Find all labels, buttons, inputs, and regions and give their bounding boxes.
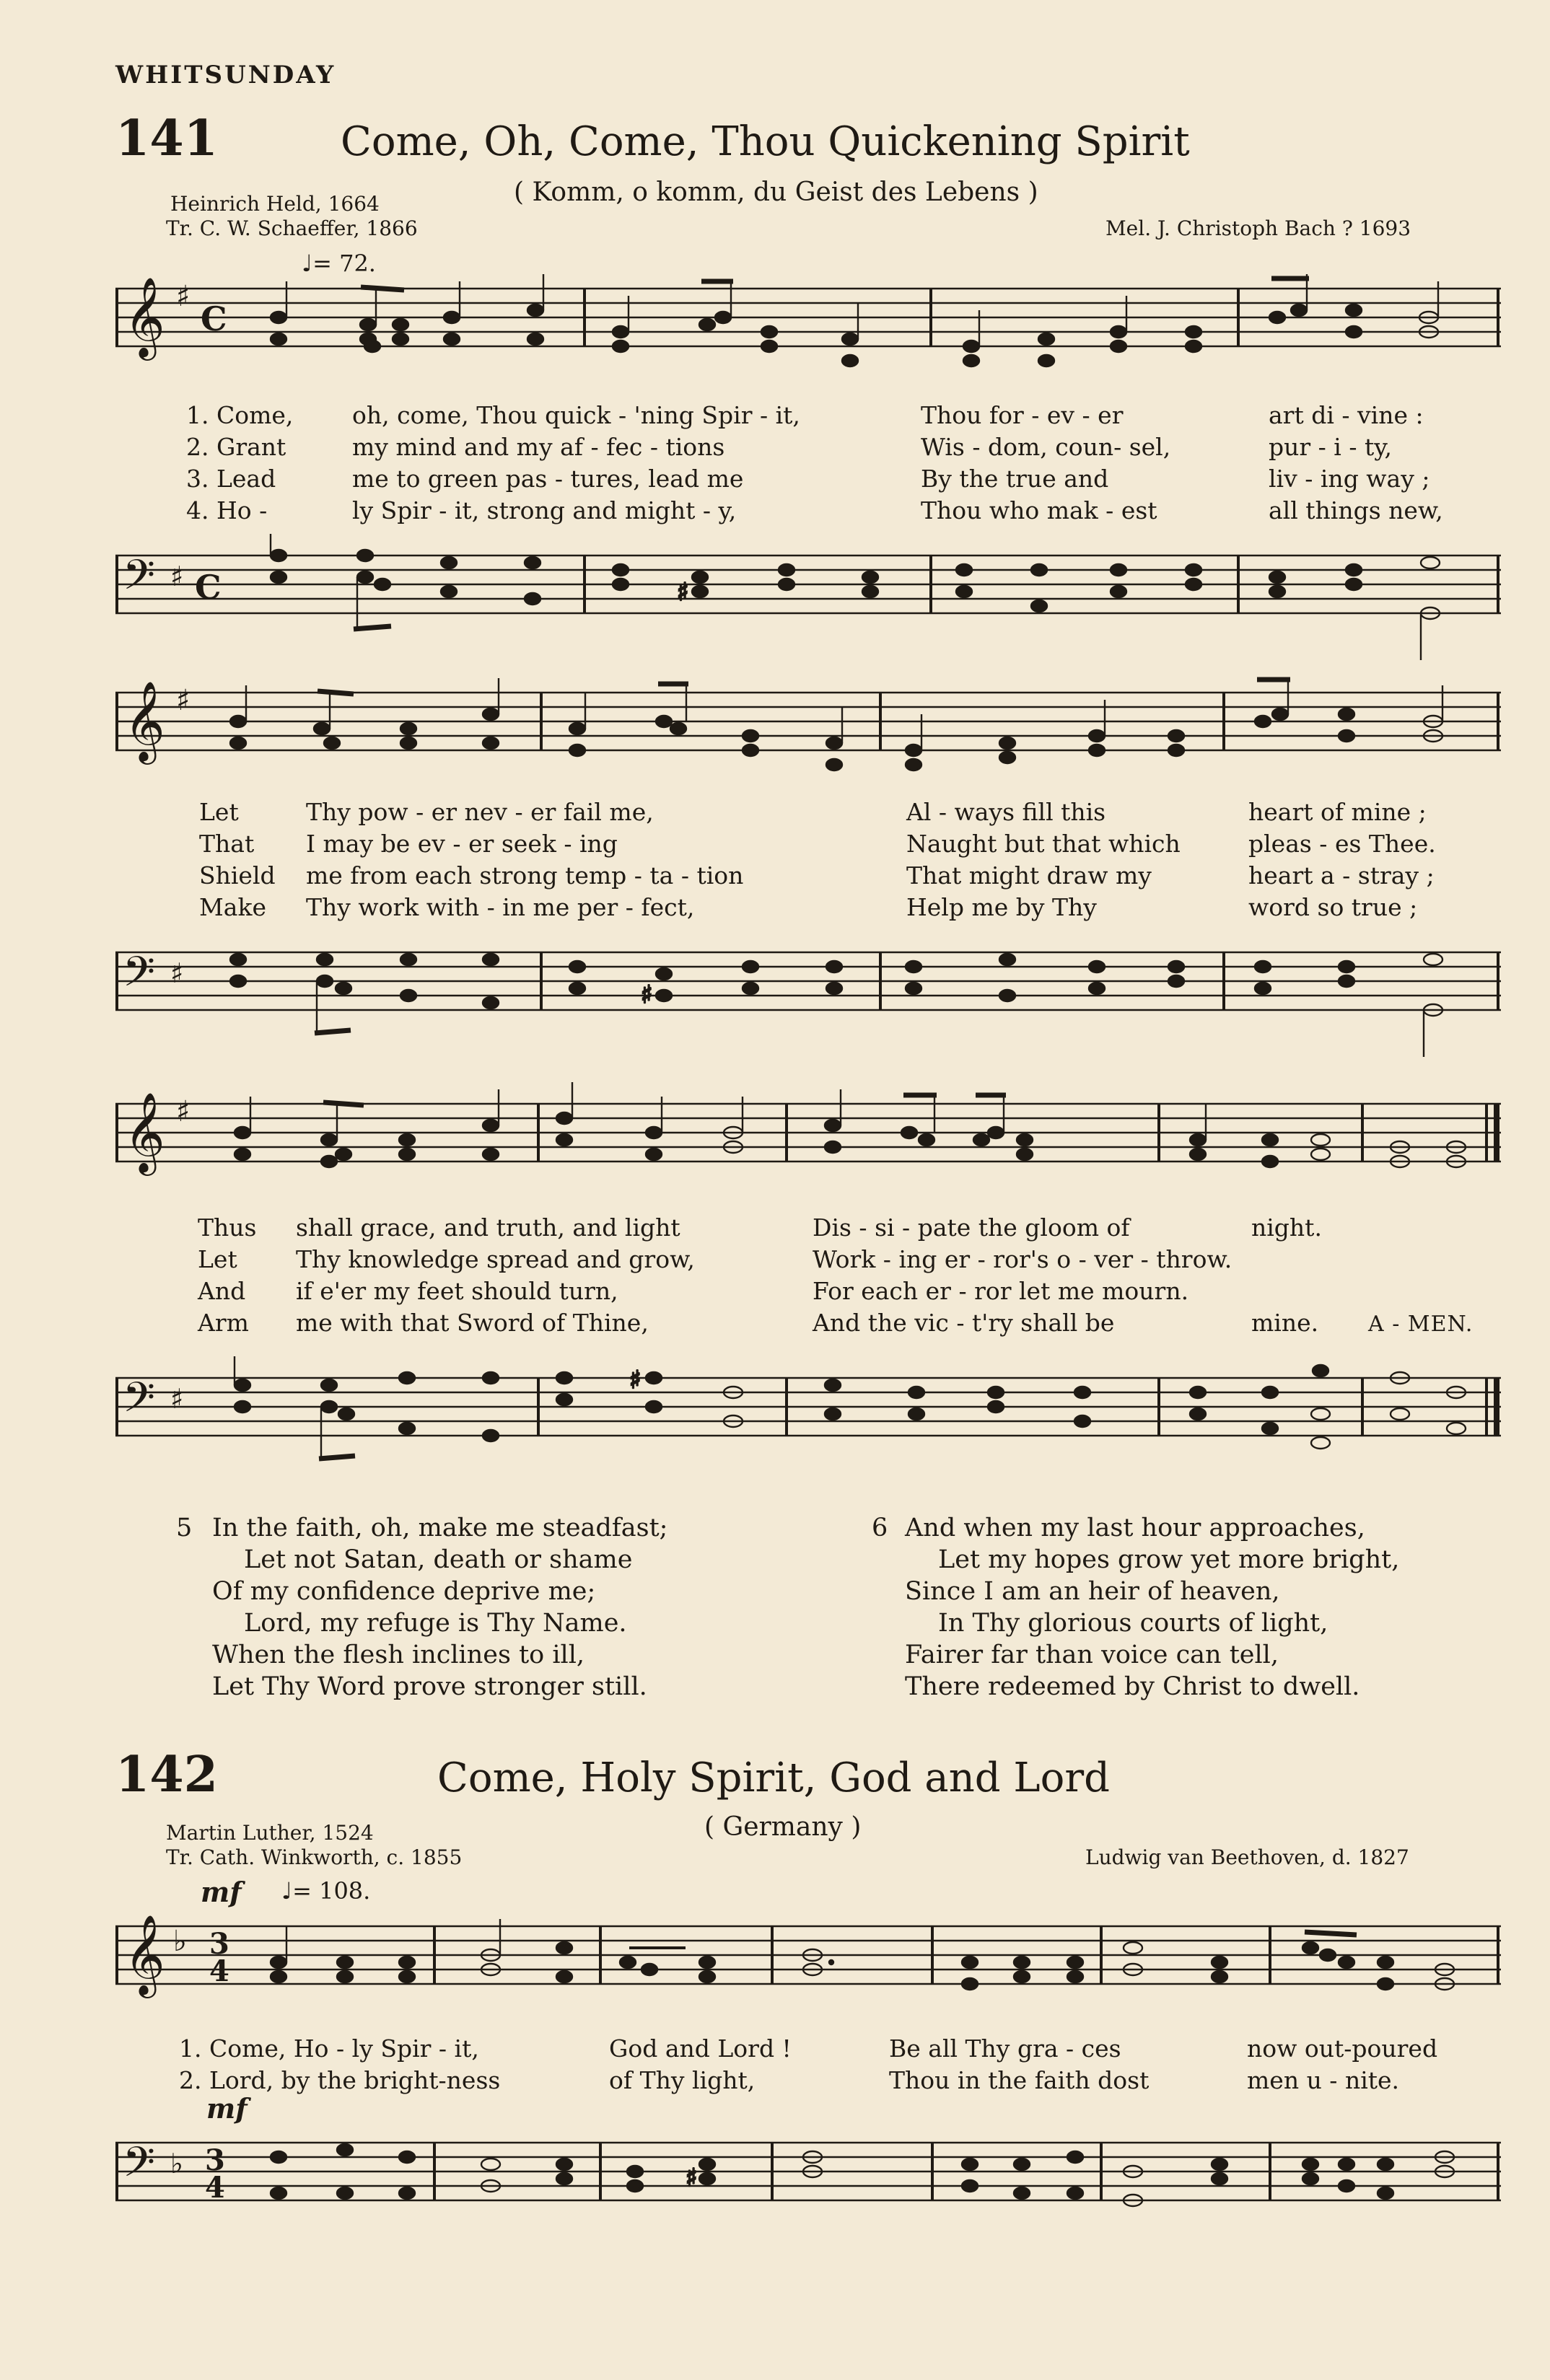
svg-text:𝄢: 𝄢 bbox=[123, 550, 156, 610]
lyric-fragment: 4. Ho - bbox=[186, 496, 268, 524]
lyric-fragment: me from each strong temp - ta - tion bbox=[306, 861, 744, 890]
lyric-fragment: 2. Grant bbox=[186, 433, 286, 461]
stanza-line: Since I am an heir of heaven, bbox=[905, 1577, 1280, 1606]
lyric-fragment: Help me by Thy bbox=[906, 893, 1097, 921]
hymn-141-author: Heinrich Held, 1664 bbox=[170, 192, 380, 216]
svg-text:♯: ♯ bbox=[686, 2164, 698, 2192]
hymn-141-system-3-bass-staff bbox=[115, 1349, 1501, 1479]
lyric-fragment: Thy knowledge spread and grow, bbox=[296, 1245, 695, 1273]
hymn-142-original-title: ( Germany ) bbox=[704, 1812, 862, 1842]
lyric-fragment: God and Lord ! bbox=[609, 2034, 792, 2063]
lyric-fragment: now out-poured bbox=[1247, 2034, 1438, 2063]
lyric-fragment: That might draw my bbox=[906, 861, 1152, 890]
svg-text:♯: ♯ bbox=[176, 280, 191, 313]
hymn-141-stanza-5 bbox=[176, 1512, 753, 1707]
stanza-line: And when my last hour approaches, bbox=[905, 1514, 1365, 1542]
svg-text:♯: ♯ bbox=[170, 561, 184, 592]
svg-text:C: C bbox=[195, 568, 222, 607]
svg-text:3: 3 bbox=[205, 2143, 225, 2177]
lyric-fragment: me with that Sword of Thine, bbox=[296, 1309, 649, 1337]
hymn-141-system-1-line-4 bbox=[186, 496, 1499, 525]
lyric-fragment: mine. bbox=[1251, 1309, 1319, 1337]
svg-text:♯: ♯ bbox=[629, 1366, 642, 1395]
lyric-fragment: 3. Lead bbox=[186, 465, 276, 493]
lyric-fragment: Thou for - ev - er bbox=[921, 401, 1124, 429]
lyric-fragment: And the vic - t'ry shall be bbox=[813, 1309, 1115, 1337]
section-label: WHITSUNDAY bbox=[115, 61, 336, 89]
dynamic-marking-mf: mf bbox=[206, 2092, 248, 2125]
lyric-fragment: Thus bbox=[198, 1213, 257, 1242]
lyric-fragment: me to green pas - tures, lead me bbox=[352, 465, 744, 493]
hymn-142-number: 142 bbox=[115, 1746, 218, 1804]
hymn-141-system-2-line-1 bbox=[199, 798, 1498, 827]
svg-text:𝄞: 𝄞 bbox=[124, 276, 165, 357]
lyric-fragment: Shield bbox=[199, 861, 276, 890]
lyric-fragment: if e'er my feet should turn, bbox=[296, 1277, 618, 1305]
hymn-141-system-2-bass-staff bbox=[115, 931, 1501, 1068]
lyric-fragment: oh, come, Thou quick - 'ning Spir - it, bbox=[352, 401, 800, 429]
lyric-fragment: Wis - dom, coun- sel, bbox=[921, 433, 1171, 461]
stanza-line: When the flesh inclines to ill, bbox=[212, 1641, 585, 1669]
svg-text:𝄢: 𝄢 bbox=[123, 947, 156, 1006]
lyric-fragment: By the true and bbox=[921, 465, 1109, 493]
amen-label: A - MEN. bbox=[1368, 1312, 1474, 1337]
stanza-line: In the faith, oh, make me steadfast; bbox=[212, 1514, 668, 1542]
hymn-141-original-title: ( Komm, o komm, du Geist des Lebens ) bbox=[514, 177, 1038, 207]
svg-text:♯: ♯ bbox=[176, 1095, 191, 1128]
hymn-141-system-3-line-4 bbox=[198, 1309, 1504, 1338]
hymn-141-translator: Tr. C. W. Schaeffer, 1866 bbox=[166, 216, 418, 240]
hymn-141-number: 141 bbox=[115, 110, 218, 167]
svg-text:𝄞: 𝄞 bbox=[124, 1092, 165, 1172]
svg-text:𝄞: 𝄞 bbox=[124, 680, 165, 761]
hymn-141-system-3-treble-staff bbox=[115, 1082, 1501, 1212]
lyric-fragment: of Thy light, bbox=[609, 2066, 756, 2094]
svg-text:4: 4 bbox=[209, 1954, 229, 1988]
hymn-141-system-2-line-2 bbox=[199, 830, 1498, 859]
stanza-line: Lord, my refuge is Thy Name. bbox=[244, 1609, 627, 1638]
hymn-141-system-1-line-1 bbox=[186, 401, 1499, 430]
svg-text:C: C bbox=[201, 299, 227, 338]
lyric-fragment: Thou who mak - est bbox=[921, 496, 1157, 524]
svg-text:♯: ♯ bbox=[677, 578, 689, 607]
lyric-fragment: Thy pow - er nev - er fail me, bbox=[306, 798, 654, 826]
svg-text:♯: ♯ bbox=[176, 684, 191, 717]
dynamic-marking-mf: mf bbox=[201, 1876, 242, 1908]
hymn-142-treble-staff bbox=[115, 1905, 1501, 2049]
lyric-fragment: ly Spir - it, strong and might - y, bbox=[352, 496, 737, 524]
hymn-142-line-1 bbox=[179, 2034, 1507, 2063]
hymn-141-system-3-line-3 bbox=[198, 1277, 1504, 1306]
hymn-141-stanza-6 bbox=[872, 1512, 1507, 1707]
hymn-141-system-3-line-1 bbox=[198, 1213, 1504, 1242]
lyric-fragment: Make bbox=[199, 893, 266, 921]
lyric-fragment: Let bbox=[198, 1245, 237, 1273]
lyric-fragment: Thy work with - in me per - fect, bbox=[306, 893, 695, 921]
lyric-fragment: heart of mine ; bbox=[1248, 798, 1427, 826]
hymn-142-translator: Tr. Cath. Winkworth, c. 1855 bbox=[166, 1845, 463, 1869]
hymn-141-system-1-treble-staff bbox=[115, 274, 1501, 390]
stanza-number: 6 bbox=[872, 1514, 888, 1542]
hymn-142-title: Come, Holy Spirit, God and Lord bbox=[437, 1755, 1110, 1801]
lyric-fragment: For each er - ror let me mourn. bbox=[813, 1277, 1189, 1305]
hymn-142-line-2 bbox=[179, 2066, 1507, 2095]
hymn-142-bass-staff bbox=[115, 2121, 1501, 2229]
stanza-line: There redeemed by Christ to dwell. bbox=[905, 1672, 1360, 1701]
hymn-141-tempo: ♩= 72. bbox=[302, 250, 376, 277]
lyric-fragment: Let bbox=[199, 798, 239, 826]
lyric-fragment: night. bbox=[1251, 1213, 1322, 1242]
lyric-fragment: Be all Thy gra - ces bbox=[889, 2034, 1121, 2063]
hymn-141-title: Come, Oh, Come, Thou Quickening Spirit bbox=[341, 118, 1190, 165]
lyric-fragment: men u - nite. bbox=[1247, 2066, 1400, 2094]
stanza-line: In Thy glorious courts of light, bbox=[938, 1609, 1328, 1638]
hymn-141-system-1-line-2 bbox=[186, 433, 1499, 462]
stanza-line: Let my hopes grow yet more bright, bbox=[938, 1545, 1400, 1574]
lyric-fragment: word so true ; bbox=[1248, 893, 1418, 921]
lyric-fragment: Work - ing er - ror's o - ver - throw. bbox=[813, 1245, 1232, 1273]
lyric-fragment: all things new, bbox=[1269, 496, 1443, 524]
lyric-fragment: I may be ev - er seek - ing bbox=[306, 830, 618, 858]
svg-text:♯: ♯ bbox=[170, 957, 184, 989]
lyric-fragment: pur - i - ty, bbox=[1269, 433, 1392, 461]
lyric-fragment: art di - vine : bbox=[1269, 401, 1424, 429]
hymn-141-system-2-line-4 bbox=[199, 893, 1498, 922]
hymn-141-system-1-line-3 bbox=[186, 465, 1499, 493]
lyric-fragment: pleas - es Thee. bbox=[1248, 830, 1436, 858]
lyric-fragment: my mind and my af - fec - tions bbox=[352, 433, 725, 461]
lyric-fragment: Thou in the faith dost bbox=[889, 2066, 1150, 2094]
hymn-141-composer: Mel. J. Christoph Bach ? 1693 bbox=[1105, 216, 1411, 240]
hymn-141-system-3-line-2 bbox=[198, 1245, 1504, 1274]
lyric-fragment: Dis - si - pate the gloom of bbox=[813, 1213, 1130, 1242]
lyric-fragment: That bbox=[199, 830, 255, 858]
stanza-line: Fairer far than voice can tell, bbox=[905, 1641, 1279, 1669]
svg-text:𝄞: 𝄞 bbox=[124, 1914, 165, 1995]
lyric-fragment: 1. Come, bbox=[186, 401, 294, 429]
lyric-fragment: heart a - stray ; bbox=[1248, 861, 1435, 890]
lyric-fragment: shall grace, and truth, and light bbox=[296, 1213, 680, 1242]
lyric-fragment: Naught but that which bbox=[906, 830, 1181, 858]
svg-text:♯: ♯ bbox=[641, 980, 653, 1009]
hymn-142-composer: Ludwig van Beethoven, d. 1827 bbox=[1085, 1845, 1409, 1869]
hymn-141-system-1-bass-staff bbox=[115, 534, 1501, 664]
stanza-number: 5 bbox=[176, 1514, 193, 1542]
svg-text:𝄢: 𝄢 bbox=[123, 2138, 156, 2197]
svg-text:♭: ♭ bbox=[173, 1925, 187, 1958]
hymn-141-system-2-treble-staff bbox=[115, 671, 1501, 801]
svg-text:♭: ♭ bbox=[170, 2148, 183, 2179]
lyric-fragment: And bbox=[198, 1277, 246, 1305]
stanza-line: Let not Satan, death or shame bbox=[244, 1545, 633, 1574]
stanza-line: Let Thy Word prove stronger still. bbox=[212, 1672, 647, 1701]
lyric-fragment: liv - ing way ; bbox=[1269, 465, 1430, 493]
stanza-line: Of my confidence deprive me; bbox=[212, 1577, 596, 1606]
hymn-141-system-2-line-3 bbox=[199, 861, 1498, 890]
lyric-fragment: 1. Come, Ho - ly Spir - it, bbox=[179, 2034, 479, 2063]
lyric-fragment: Al - ways fill this bbox=[906, 798, 1106, 826]
svg-text:♯: ♯ bbox=[170, 1383, 184, 1415]
svg-text:𝄢: 𝄢 bbox=[123, 1373, 156, 1432]
svg-text:3: 3 bbox=[209, 1927, 229, 1961]
lyric-fragment: Arm bbox=[198, 1309, 249, 1337]
svg-text:4: 4 bbox=[205, 2171, 225, 2205]
hymn-142-tempo: ♩= 108. bbox=[281, 1877, 371, 1905]
lyric-fragment: 2. Lord, by the bright-ness bbox=[179, 2066, 501, 2094]
hymn-142-author: Martin Luther, 1524 bbox=[166, 1821, 374, 1845]
